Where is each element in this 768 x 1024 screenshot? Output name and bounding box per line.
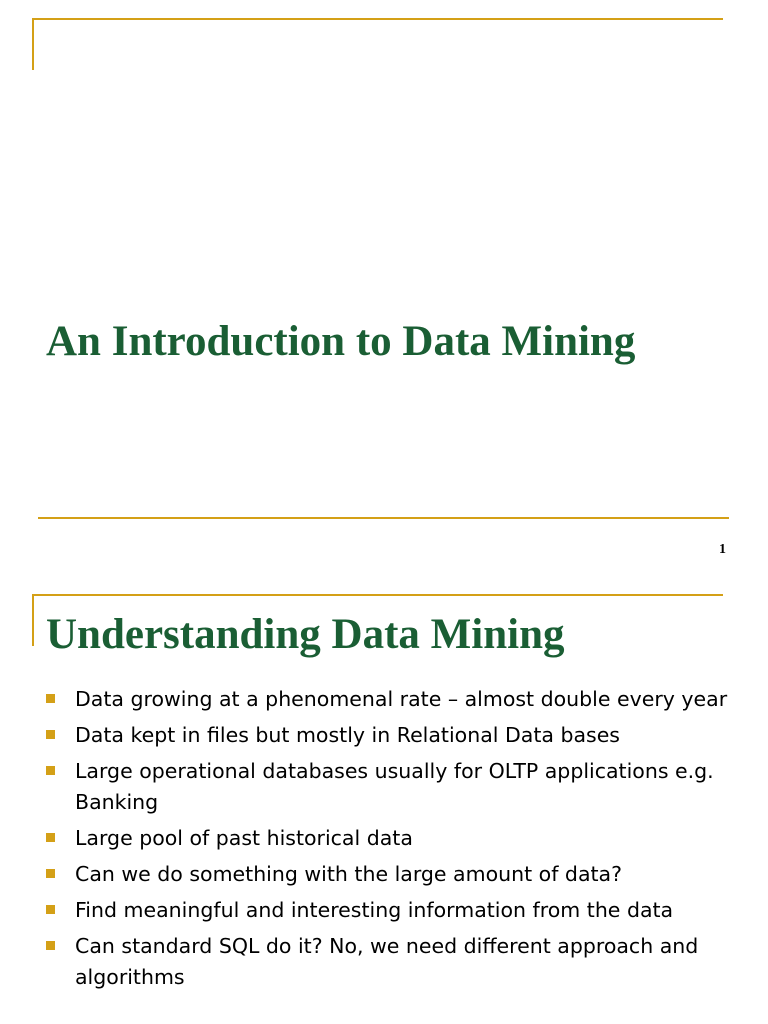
list-item	[46, 859, 736, 890]
slide1-top-rule	[32, 18, 723, 20]
slide1-title: An Introduction to Data Mining	[46, 318, 636, 365]
slide1-bottom-rule	[38, 517, 729, 519]
list-item	[46, 823, 736, 854]
slide2-title: Understanding Data Mining	[46, 611, 565, 658]
bullet-text: Find meaningful and interesting information from the data	[75, 898, 674, 922]
bullet-text: Data growing at a phenomenal rate – almost double every year	[75, 687, 728, 711]
slide2-left-rule	[32, 594, 34, 646]
bullet-text: Large operational databases usually for OLTP applications e.g. Banking	[75, 759, 714, 814]
bullet-text: Can standard SQL do it? No, we need different approach and algorithms	[75, 934, 699, 989]
square-bullet-icon	[46, 869, 55, 878]
list-item	[46, 720, 736, 751]
list-item	[46, 756, 736, 818]
square-bullet-icon	[46, 905, 55, 914]
bullet-text: Can we do something with the large amount of data?	[75, 862, 622, 886]
slide2-top-rule	[32, 594, 723, 596]
list-item	[46, 931, 736, 993]
bullet-list	[46, 684, 736, 998]
list-item	[46, 684, 736, 715]
square-bullet-icon	[46, 941, 55, 950]
list-item	[46, 895, 736, 926]
bullet-text: Data kept in files but mostly in Relational Data bases	[75, 723, 620, 747]
square-bullet-icon	[46, 694, 55, 703]
square-bullet-icon	[46, 730, 55, 739]
slide1-left-rule	[32, 18, 34, 70]
page-number: 1	[719, 542, 726, 557]
bullet-text: Large pool of past historical data	[75, 826, 413, 850]
square-bullet-icon	[46, 766, 55, 775]
square-bullet-icon	[46, 833, 55, 842]
